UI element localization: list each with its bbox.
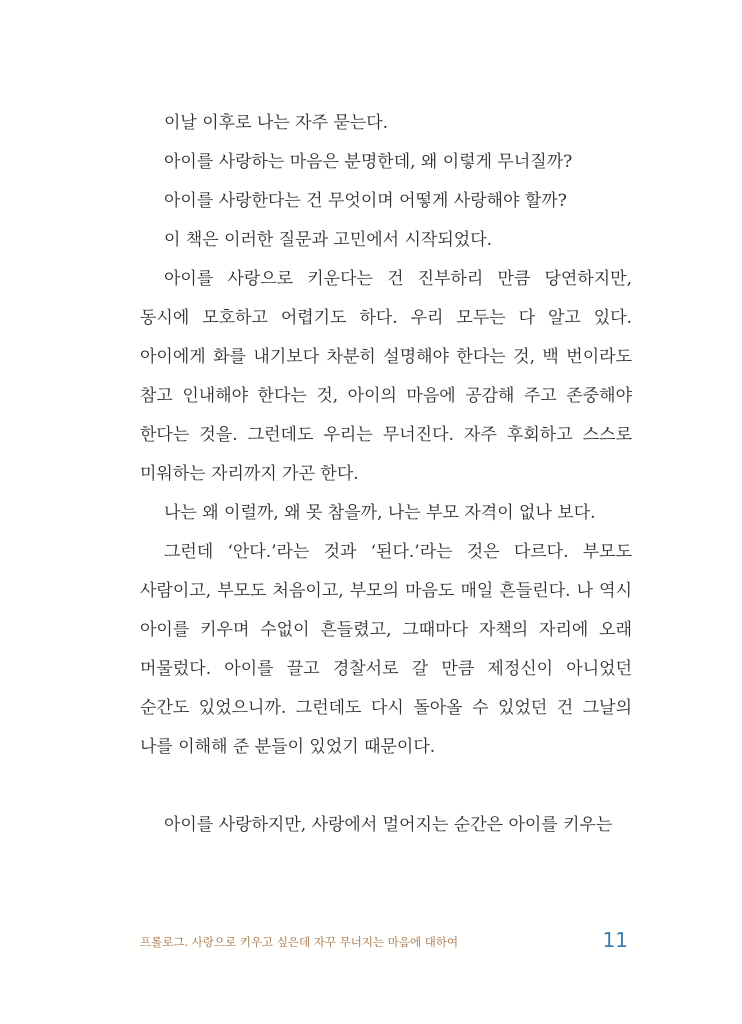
paragraph: 아이를 사랑으로 키운다는 건 진부하리 만큼 당연하지만, 동시에 모호하고 어렵기도 하다. 우리 모두는 다 알고 있다. 아이에게 화를 내기보다 차분히 설명해야 한다는 것, 백 번이라도 참고 인내해야 한다는 것, 아이의 마음에 공감해 주고 존중해야 한다는 것을. 그런데도 우리는 무너진다. 자주 후회하고 스스로 미워하는 자리까지 가곤 한다.	[140, 269, 632, 484]
paragraph: 나는 왜 이럴까, 왜 못 참을까, 나는 부모 자격이 없나 보다.	[164, 503, 596, 523]
page-number: 11	[602, 928, 628, 952]
paragraph: 이날 이후로 나는 자주 묻는다.	[164, 113, 389, 133]
paragraph: 아이를 사랑한다는 건 무엇이며 어떻게 사랑해야 할까?	[164, 191, 567, 211]
body-text	[140, 104, 632, 845]
paragraph: 이 책은 이러한 질문과 고민에서 시작되었다.	[164, 230, 493, 250]
running-title: 프롤로그. 사랑으로 키우고 싶은데 자꾸 무너지는 마음에 대하여	[140, 935, 459, 949]
paragraph: 아이를 사랑하는 마음은 분명한데, 왜 이렇게 무너질까?	[164, 152, 573, 172]
paragraph: 아이를 사랑하지만, 사랑에서 멀어지는 순간은 아이를 키우는	[164, 815, 613, 835]
page-footer	[140, 928, 632, 958]
paragraph: 그런데 ‘안다.’라는 것과 ‘된다.’라는 것은 다르다. 부모도 사람이고, 부모도 처음이고, 부모의 마음도 매일 흔들린다. 나 역시 아이를 키우며 수없이 흔들렸고, 그때마다 자책의 자리에 오래 머물렀다. 아이를 끌고 경찰서로 갈 만큼 제정신이 아니었던 순간도 있었으니까. 그런데도 다시 돌아올 수 있었던 건 그날의 나를 이해해 준 분들이 있었기 때문이다.	[140, 542, 632, 757]
